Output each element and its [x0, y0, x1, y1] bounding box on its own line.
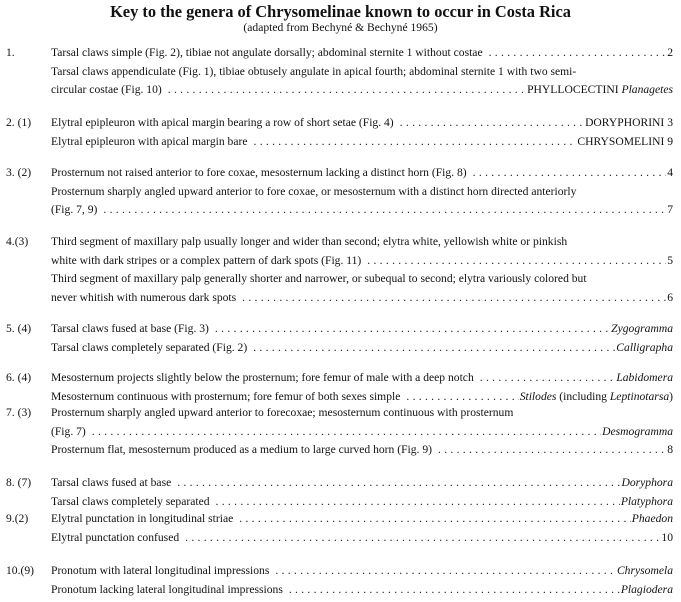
couplet-number: 6. (4): [6, 371, 32, 384]
couplet-number: 7. (3): [6, 406, 32, 419]
result-genus: Plagiodera: [620, 582, 673, 596]
result-label: PHYLLOCECTINI: [527, 83, 619, 96]
couplet-line: [51, 164, 673, 182]
couplet-line: [51, 183, 673, 201]
couplet-line: [51, 581, 673, 599]
dot-leader: [177, 474, 620, 492]
dot-leader: [275, 562, 616, 580]
couplet-text: Pronotum lacking lateral longitudinal impressions: [51, 582, 283, 596]
couplet-line: [51, 114, 673, 132]
couplet-text: Tarsal claws fused at base (Fig. 3): [51, 322, 209, 335]
result-label: 8: [667, 443, 673, 456]
couplet-text: Elytral epipleuron with apical margin bare: [51, 134, 248, 148]
dot-leader: [473, 164, 667, 182]
result-genus: Desmogramma: [602, 424, 673, 438]
couplet-result: [621, 493, 673, 511]
couplet-result: [661, 529, 673, 547]
dot-leader: [406, 388, 518, 406]
result-label: 7: [667, 203, 673, 216]
page-title: Key to the genera of Chrysomelinae known to occur in Costa Rica: [110, 2, 571, 21]
couplet-line: [51, 44, 673, 62]
dot-leader: [400, 114, 584, 132]
dot-leader: [289, 581, 620, 599]
couplet-result: [621, 581, 673, 599]
couplet-number: 5. (4): [6, 322, 32, 335]
page-subtitle: (adapted from Bechyné & Bechyné 1965): [243, 21, 438, 34]
couplet-line: [51, 369, 673, 387]
couplet-result: [632, 510, 673, 528]
couplet-result: [667, 164, 673, 182]
result-label: 4: [667, 166, 673, 179]
couplet-line: [51, 423, 673, 441]
dot-leader: [216, 493, 620, 511]
dot-leader: [103, 201, 666, 219]
result-label: 6: [667, 290, 673, 304]
couplet-result: [577, 133, 673, 151]
result-genus: Calligrapha: [616, 340, 673, 354]
couplet-line: [51, 270, 673, 288]
couplet-text: white with dark stripes or a complex pattern of dark spots (Fig. 11): [51, 253, 362, 267]
couplet-number: 1.: [6, 46, 15, 59]
couplet-result: [617, 562, 673, 580]
couplet-result: [611, 320, 673, 338]
result-genus: Planagetes: [621, 83, 673, 96]
couplet-line: [51, 388, 673, 406]
couplet-result: [585, 114, 673, 132]
couplet-text: Elytral epipleuron with apical margin bearing a row of short setae (Fig. 4): [51, 116, 394, 129]
couplet-line: [51, 562, 673, 580]
dot-leader: [168, 81, 526, 99]
couplet-line: [51, 474, 673, 492]
couplet-line: [51, 339, 673, 357]
dot-leader: [215, 320, 610, 338]
couplet-text: Tarsal claws appendiculate (Fig. 1), tibiae obtusely angulate in apical fourth; abdominal sternite 1 with two semi-: [51, 64, 577, 78]
couplet-text: Tarsal claws completely separated: [51, 494, 210, 508]
couplet-result: [520, 388, 673, 406]
dot-leader: [367, 252, 666, 270]
result-genus: Doryphora: [621, 476, 673, 489]
couplet-line: [51, 493, 673, 511]
couplet-line: [51, 289, 673, 307]
couplet-result: [621, 474, 673, 492]
couplet-line: [51, 252, 673, 270]
couplet-result: [667, 289, 673, 307]
couplet-result: [667, 252, 673, 270]
dot-leader: [185, 529, 660, 547]
dot-leader: [92, 423, 601, 441]
couplet-result: [667, 441, 673, 459]
couplet-number: 9.(2): [6, 512, 29, 525]
couplet-line: [51, 233, 673, 251]
couplet-text: Tarsal claws fused at base: [51, 476, 172, 489]
couplet-line: [51, 320, 673, 338]
result-label: 5: [667, 253, 673, 267]
result-note: (including: [556, 389, 610, 403]
couplet-text: (Fig. 7): [51, 424, 86, 438]
couplet-text: Prosternum sharply angled upward anterior to forecoxae; mesosternum continuous with prosternum: [51, 406, 514, 419]
dot-leader: [239, 510, 631, 528]
couplet-result: [667, 201, 673, 219]
couplet-result: [616, 339, 673, 357]
couplet-number: 10.(9): [6, 564, 35, 577]
result-label: 10: [661, 530, 673, 544]
result-genus: Platyphora: [620, 494, 673, 508]
result-label: CHRYSOMELINI 9: [577, 134, 673, 148]
couplet-line: [51, 529, 673, 547]
couplet-line: [51, 441, 673, 459]
couplet-text: Third segment of maxillary palp usually longer and wider than second; elytra white, yellowish white or pinkish: [51, 235, 568, 248]
dot-leader: [242, 289, 666, 307]
couplet-number: 8. (7): [6, 476, 32, 489]
couplet-line: [51, 404, 673, 422]
couplet-result: [667, 44, 673, 62]
result-label: DORYPHORINI 3: [585, 116, 673, 129]
result-genus: Leptinotarsa: [609, 389, 670, 403]
dot-leader: [480, 369, 616, 387]
couplet-number: 2. (1): [6, 116, 32, 129]
dot-leader: [438, 441, 666, 459]
result-genus: Chrysomela: [616, 564, 673, 577]
dot-leader: [253, 339, 615, 357]
result-note: ): [669, 389, 673, 403]
couplet-result: [616, 369, 673, 387]
couplet-text: never whitish with numerous dark spots: [51, 290, 237, 304]
couplet-text: (Fig. 7, 9): [51, 203, 98, 216]
couplet-text: Prosternum flat, mesosternum produced as a medium to large curved horn (Fig. 9): [51, 443, 433, 456]
couplet-line: [51, 133, 673, 151]
result-genus: Stilodes: [519, 389, 557, 403]
couplet-result: [527, 81, 673, 99]
dot-leader: [489, 44, 667, 62]
couplet-text: Elytral punctation in longitudinal striae: [51, 512, 234, 525]
couplet-text: Third segment of maxillary palp generally shorter and narrower, or subequal to second; elytra variously colored but: [51, 272, 587, 285]
result-genus: Labidomera: [616, 371, 673, 384]
result-genus: Phaedon: [631, 512, 673, 525]
couplet-result: [602, 423, 673, 441]
couplet-line: [51, 201, 673, 219]
couplet-line: [51, 510, 673, 528]
couplet-line: [51, 63, 673, 81]
couplet-text: Mesosternum continuous with prosternum; fore femur of both sexes simple: [51, 389, 401, 403]
couplet-text: Prosternum sharply angled upward anterior to fore coxae, or mesosternum with a distinct horn directed anteriorly: [51, 184, 577, 198]
couplet-text: Elytral punctation confused: [51, 530, 180, 544]
result-genus: Zygogramma: [611, 322, 673, 335]
result-label: 2: [667, 46, 673, 59]
couplet-line: [51, 81, 673, 99]
couplet-text: circular costae (Fig. 10): [51, 83, 162, 96]
couplet-number: 4.(3): [6, 235, 29, 248]
couplet-text: Mesosternum projects slightly below the prosternum; fore femur of male with a deep notch: [51, 371, 474, 384]
dot-leader: [254, 133, 577, 151]
couplet-text: Tarsal claws simple (Fig. 2), tibiae not angulate dorsally; abdominal sternite 1 without costae: [51, 46, 483, 59]
couplet-text: Prosternum not raised anterior to fore coxae, mesosternum lacking a distinct horn (Fig. 8): [51, 166, 467, 179]
couplet-text: Pronotum with lateral longitudinal impressions: [51, 564, 270, 577]
couplet-number: 3. (2): [6, 166, 32, 179]
couplet-text: Tarsal claws completely separated (Fig. 2): [51, 340, 248, 354]
